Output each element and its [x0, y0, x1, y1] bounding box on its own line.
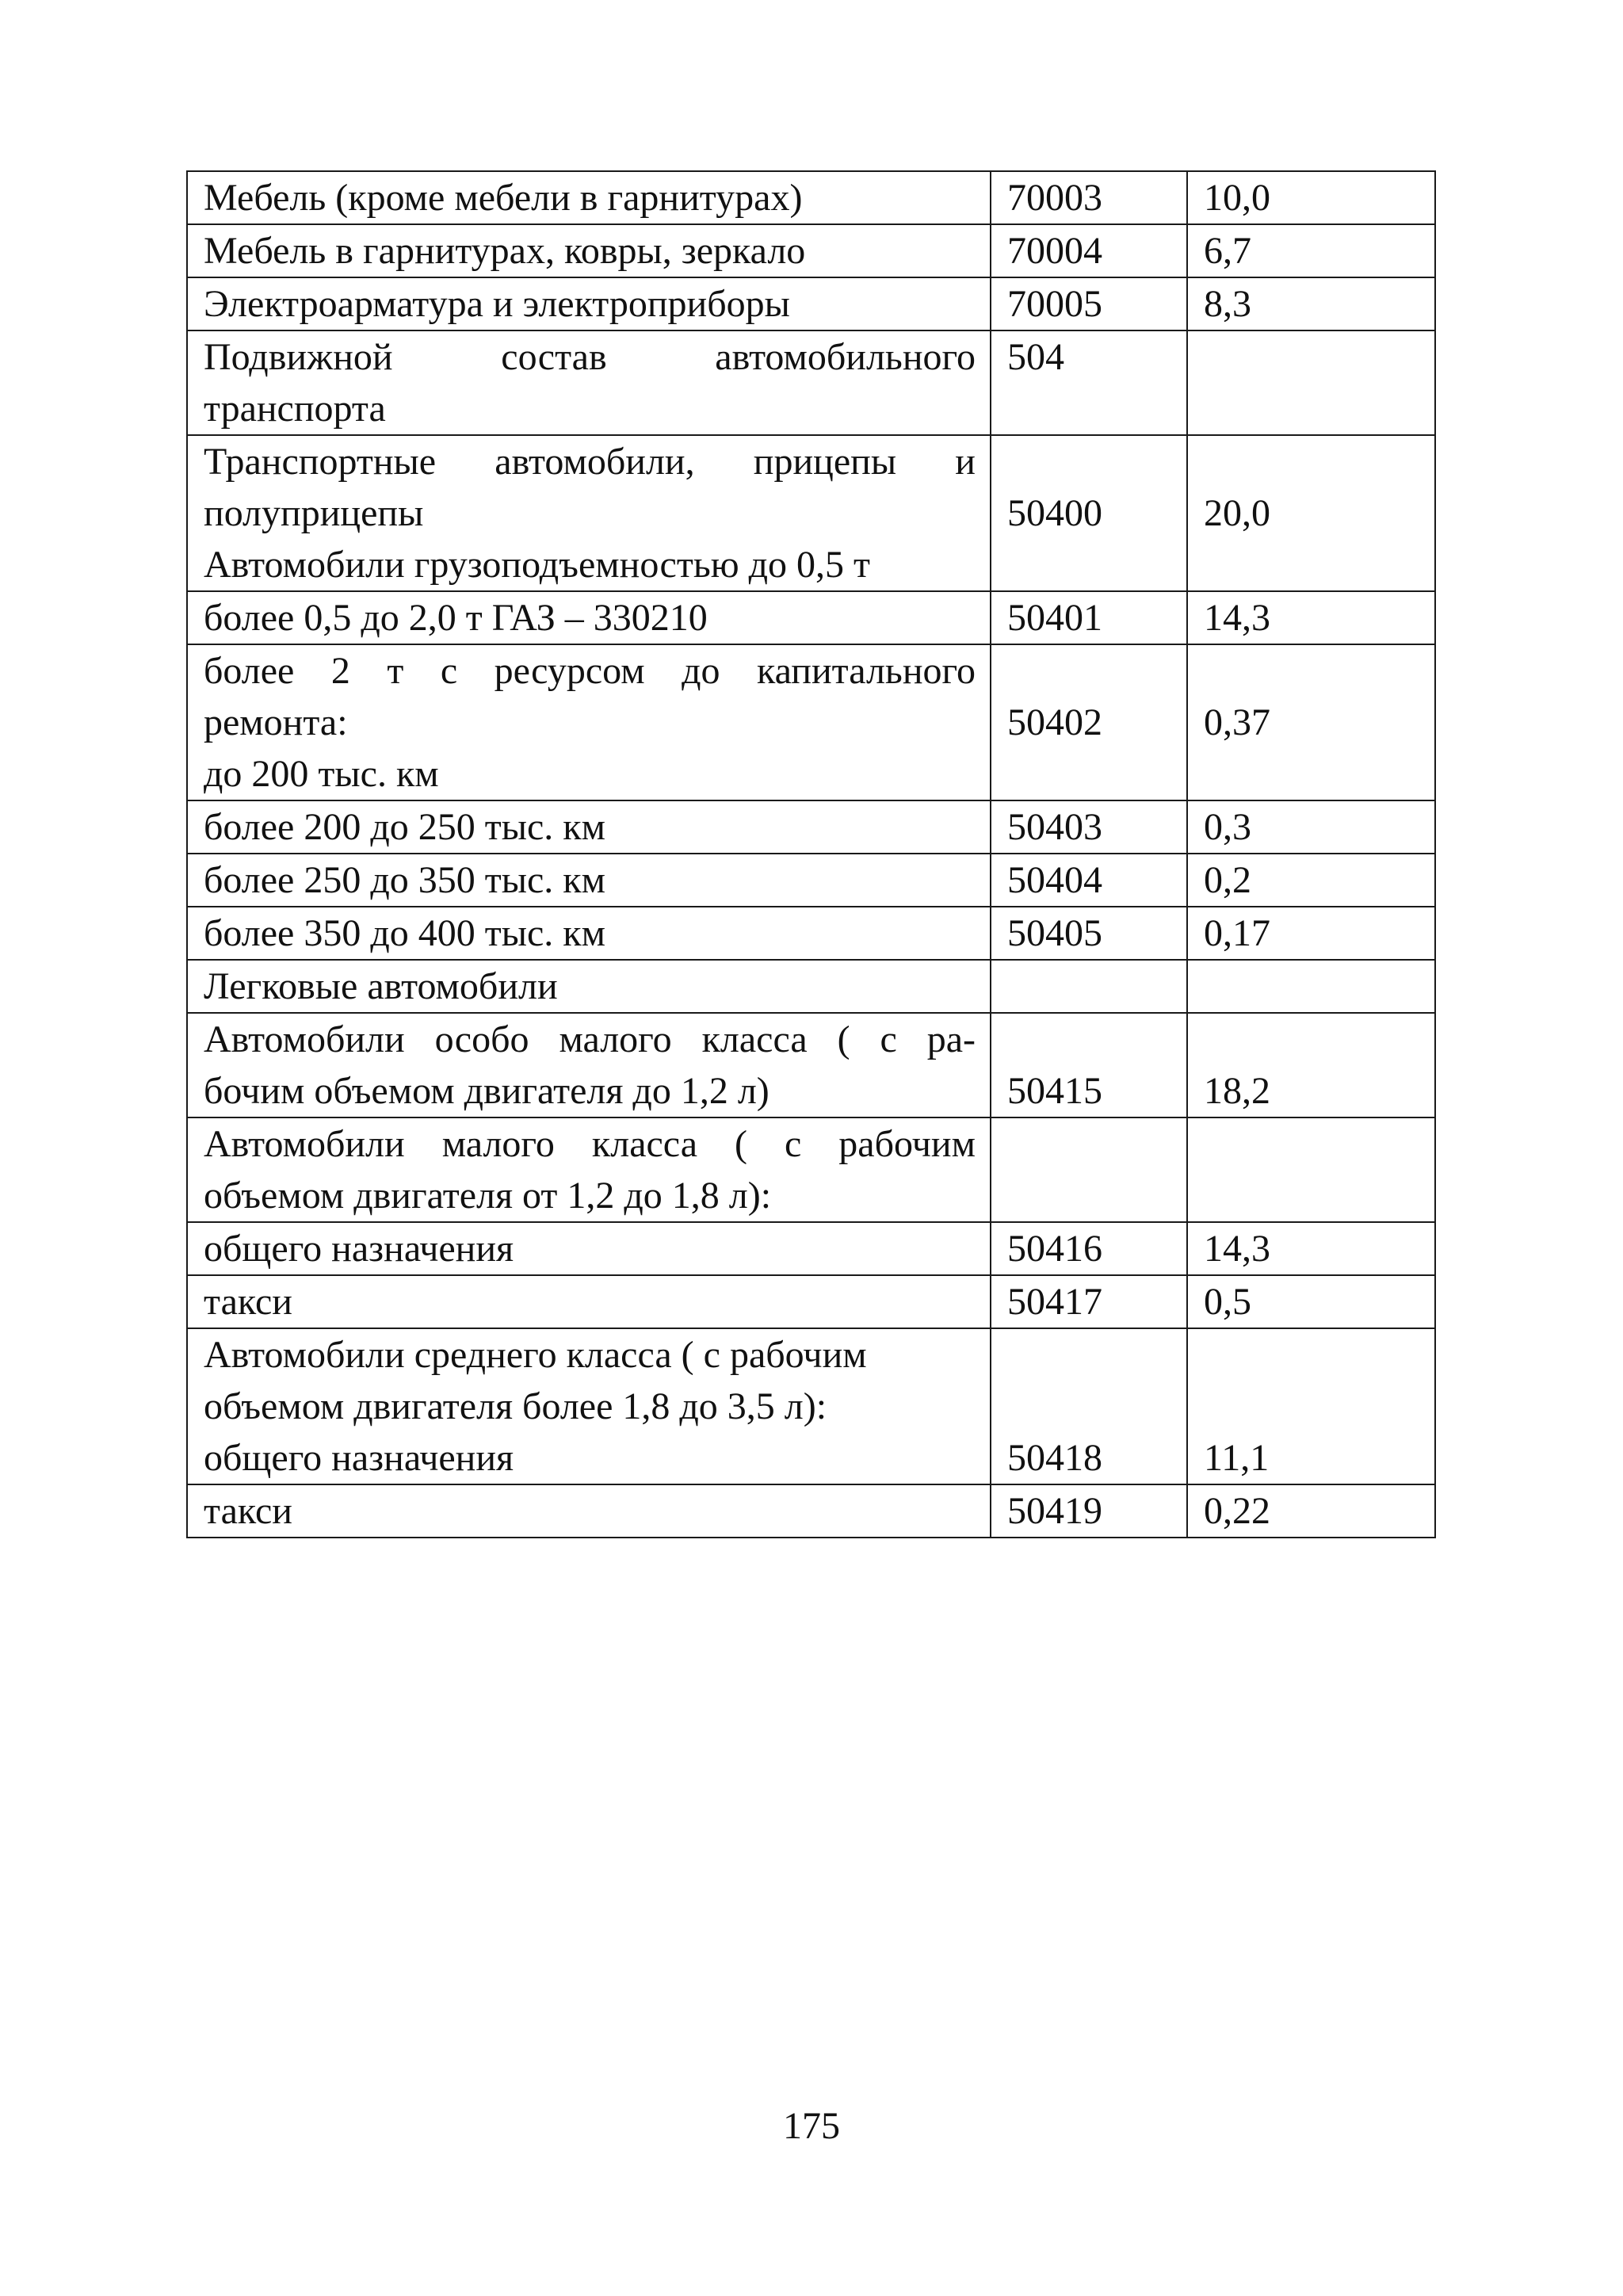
row-name-line: объемом двигателя от 1,2 до 1,8 л): — [204, 1175, 772, 1217]
page-number: 175 — [783, 2105, 840, 2147]
row-rate-cell: 0,17 — [1187, 907, 1435, 960]
row-code-cell: 50404 — [991, 854, 1187, 907]
row-name-line: полуприцепы — [204, 492, 424, 534]
row-code-cell: 504 — [991, 330, 1187, 435]
row-code-cell: 50401 — [991, 591, 1187, 644]
row-name-line: Автомобили среднего класса ( с рабочим — [204, 1334, 867, 1376]
table-row — [187, 330, 1435, 435]
table-row — [187, 1117, 1435, 1222]
row-name-line: Подвижной состав автомобильного — [204, 336, 976, 378]
row-code-cell: 50403 — [991, 800, 1187, 854]
row-name-line: общего назначения — [204, 1228, 514, 1270]
row-rate-cell: 10,0 — [1187, 171, 1435, 224]
row-name-line: более 2 т с ресурсом до капитального — [204, 650, 976, 692]
row-name-line: Автомобили грузоподъемностью до 0,5 т — [204, 544, 870, 586]
row-rate-cell — [1187, 960, 1435, 1013]
row-rate-cell: 14,3 — [1187, 591, 1435, 644]
row-rate-cell — [1187, 330, 1435, 435]
row-name-line: транспорта — [204, 388, 386, 430]
row-name-line: Автомобили особо малого класса ( с ра- — [204, 1018, 976, 1060]
table-row — [187, 224, 1435, 277]
row-code-cell: 50405 — [991, 907, 1187, 960]
row-code-cell: 70004 — [991, 224, 1187, 277]
row-name-line: общего назначения — [204, 1437, 514, 1479]
table-row — [187, 171, 1435, 224]
row-rate-cell: 0,37 — [1187, 644, 1435, 800]
row-name-cell — [187, 800, 991, 854]
row-code-cell — [991, 1117, 1187, 1222]
row-name-cell — [187, 435, 991, 591]
table-row — [187, 1222, 1435, 1275]
row-name-cell — [187, 960, 991, 1013]
row-name-line: более 200 до 250 тыс. км — [204, 806, 605, 848]
row-name-cell — [187, 907, 991, 960]
row-rate-cell: 14,3 — [1187, 1222, 1435, 1275]
row-code-cell: 50416 — [991, 1222, 1187, 1275]
table-row — [187, 591, 1435, 644]
row-name-cell — [187, 1275, 991, 1328]
row-name-line: такси — [204, 1281, 292, 1323]
row-code-cell: 50418 — [991, 1328, 1187, 1484]
row-code-cell: 50402 — [991, 644, 1187, 800]
row-code-cell: 50415 — [991, 1013, 1187, 1117]
row-name-cell — [187, 277, 991, 330]
table-row — [187, 1484, 1435, 1538]
row-name-cell — [187, 1484, 991, 1538]
row-rate-cell: 8,3 — [1187, 277, 1435, 330]
row-name-line: Легковые автомобили — [204, 965, 558, 1007]
row-name-line: до 200 тыс. км — [204, 753, 439, 795]
table-row — [187, 277, 1435, 330]
row-name-line: Мебель в гарнитурах, ковры, зеркало — [204, 230, 806, 272]
row-name-line: ремонта: — [204, 701, 348, 743]
table-row — [187, 644, 1435, 800]
row-name-line: Транспортные автомобили, прицепы и — [204, 441, 976, 483]
row-code-cell: 50419 — [991, 1484, 1187, 1538]
table-row — [187, 854, 1435, 907]
table-row — [187, 800, 1435, 854]
row-name-line: Автомобили малого класса ( с рабочим — [204, 1123, 976, 1165]
table-body — [187, 171, 1435, 1538]
row-rate-cell: 0,5 — [1187, 1275, 1435, 1328]
row-rate-cell: 20,0 — [1187, 435, 1435, 591]
row-name-cell — [187, 1013, 991, 1117]
row-name-line: такси — [204, 1490, 292, 1532]
row-rate-cell — [1187, 1117, 1435, 1222]
table-row — [187, 1275, 1435, 1328]
depreciation-rates-table — [186, 170, 1436, 1538]
table-row — [187, 1013, 1435, 1117]
row-name-line: более 350 до 400 тыс. км — [204, 912, 605, 954]
row-name-line: более 250 до 350 тыс. км — [204, 859, 605, 901]
row-name-cell — [187, 644, 991, 800]
row-rate-cell: 0,22 — [1187, 1484, 1435, 1538]
row-name-line: более 0,5 до 2,0 т ГАЗ – 330210 — [204, 597, 708, 639]
row-code-cell: 70005 — [991, 277, 1187, 330]
row-code-cell: 70003 — [991, 171, 1187, 224]
row-name-line: Электроарматура и электроприборы — [204, 283, 790, 325]
row-name-line: Мебель (кроме мебели в гарнитурах) — [204, 177, 803, 219]
table-row — [187, 907, 1435, 960]
table-row — [187, 435, 1435, 591]
table-row — [187, 960, 1435, 1013]
row-code-cell: 50417 — [991, 1275, 1187, 1328]
row-name-cell — [187, 330, 991, 435]
row-rate-cell: 11,1 — [1187, 1328, 1435, 1484]
row-name-line: объемом двигателя более 1,8 до 3,5 л): — [204, 1385, 827, 1427]
row-rate-cell: 0,3 — [1187, 800, 1435, 854]
table-row — [187, 1328, 1435, 1484]
row-name-cell — [187, 1117, 991, 1222]
row-name-cell — [187, 171, 991, 224]
row-name-cell — [187, 1222, 991, 1275]
row-name-line: бочим объемом двигателя до 1,2 л) — [204, 1070, 769, 1112]
row-name-cell — [187, 854, 991, 907]
row-name-cell — [187, 1328, 991, 1484]
row-name-cell — [187, 591, 991, 644]
row-code-cell: 50400 — [991, 435, 1187, 591]
row-rate-cell: 6,7 — [1187, 224, 1435, 277]
row-code-cell — [991, 960, 1187, 1013]
row-rate-cell: 0,2 — [1187, 854, 1435, 907]
row-name-cell — [187, 224, 991, 277]
row-rate-cell: 18,2 — [1187, 1013, 1435, 1117]
